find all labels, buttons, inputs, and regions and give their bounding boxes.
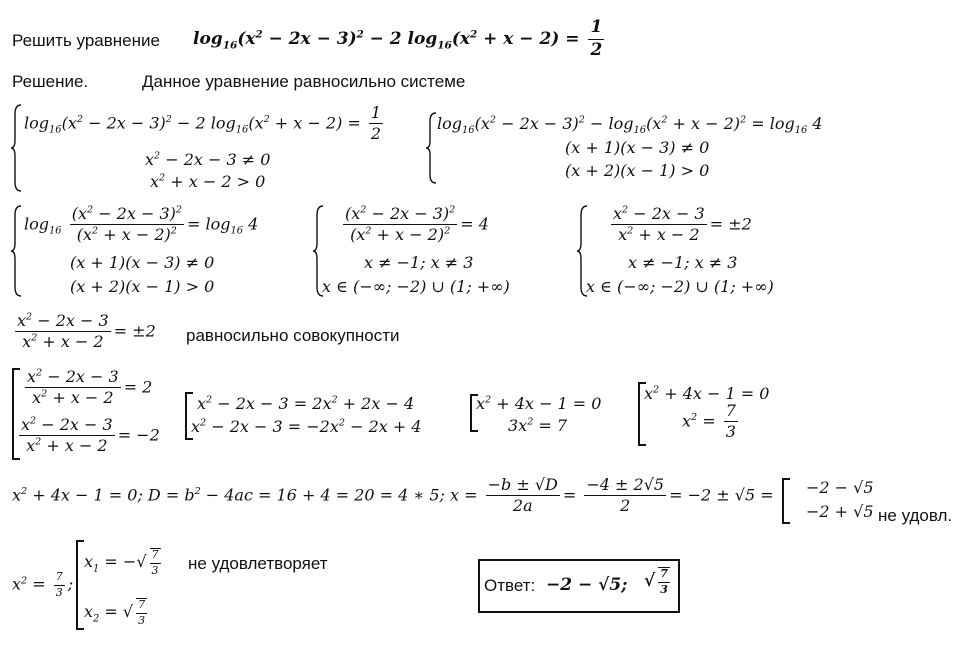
task-equation: $\log_{16}(x^2 - 2x - 3)^2 - 2$ $\log_{16}(x^2 + x - 2)$ = $\frac{1}{2}$ bbox=[193, 17, 603, 60]
answer-box bbox=[478, 559, 680, 613]
bracket-icon bbox=[76, 540, 84, 630]
system-1-line-1: $\log_{16}(x^2 - 2x - 3)^2 - 2$ $\log_{16}(x^2 + x - 2)$ = $\frac{1}{2}$ bbox=[24, 103, 382, 144]
system-4 bbox=[312, 205, 532, 297]
system-5-line-3: x ∈ (−∞; −2) ∪ (1; +∞) bbox=[586, 277, 774, 296]
system-5-line-2: x ≠ −1; x ≠ 3 bbox=[628, 253, 738, 272]
set-3-line-1: $x^2 + 4x - 1 = 0$ bbox=[476, 394, 602, 413]
system-2-line-3: (x + 2)(x − 1) > 0 bbox=[565, 161, 710, 180]
root-1: −2 − √5 bbox=[806, 478, 874, 497]
sq-equation: $x^2$ = $\frac{7}{3}$ ; bbox=[12, 570, 74, 599]
system-2 bbox=[425, 112, 865, 184]
system-3 bbox=[10, 205, 290, 297]
set-1-line-2: $\frac{x^2 - 2x - 3}{x^2 + x - 2}$ = −2 bbox=[21, 415, 160, 456]
system-2-line-1: $\log_{16}(x^2 - 2x - 3)^2 - \log_{16}(x^2 + x - 2)^2 = \log_{16} 4$ bbox=[437, 114, 823, 137]
equiv-text: равносильно совокупности bbox=[186, 326, 400, 345]
set-1 bbox=[12, 368, 172, 460]
sq-note: не удовлетворяет bbox=[188, 554, 328, 573]
set-4-line-1: $x^2 + 4x - 1 = 0$ bbox=[644, 384, 770, 403]
root-2: −2 + √5 bbox=[806, 502, 874, 521]
set-2-line-2: $x^2 - 2x - 3 = -2x^2 - 2x + 4$ bbox=[191, 417, 422, 436]
set-4-line-2: $x^2$ = $\frac{7}{3}$ bbox=[682, 401, 736, 442]
equiv-equation: $\frac{x^2 - 2x - 3}{x^2 + x - 2}$ = ±2 bbox=[17, 311, 156, 352]
set-3 bbox=[470, 394, 610, 435]
answer-value-2: √ $\frac{7}{3}$ bbox=[644, 567, 668, 596]
sq-x2: $x_2$ = √ $\frac{7}{3}$ bbox=[84, 598, 146, 627]
system-1 bbox=[10, 104, 400, 192]
system-5-line-1: $\frac{x^2 - 2x - 3}{x^2 + x - 2}$ = ±2 bbox=[613, 204, 752, 245]
system-3-line-3: (x + 2)(x − 1) > 0 bbox=[70, 277, 215, 296]
brace-icon bbox=[10, 104, 22, 192]
set-4 bbox=[638, 382, 788, 446]
answer-value-1: −2 − √5; bbox=[546, 575, 628, 595]
brace-icon bbox=[10, 205, 22, 297]
bracket-icon bbox=[782, 478, 790, 524]
answer-label: Ответ: bbox=[484, 576, 536, 595]
system-4-line-2: x ≠ −1; x ≠ 3 bbox=[364, 253, 474, 272]
root-note: не удовл. bbox=[878, 506, 953, 525]
set-1-line-1: $\frac{x^2 - 2x - 3}{x^2 + x - 2}$ = 2 bbox=[27, 367, 153, 408]
system-4-line-1: $\frac{(x^2 - 2x - 3)^2}{(x^2 + x - 2)^2}$ = 4 bbox=[345, 204, 489, 245]
system-3-line-2: (x + 1)(x − 3) ≠ 0 bbox=[70, 253, 215, 272]
roots-set bbox=[782, 478, 882, 524]
solution-label: Решение. bbox=[12, 72, 89, 91]
set-2-line-1: $x^2 - 2x - 3 = 2x^2 + 2x - 4$ bbox=[197, 394, 415, 413]
system-4-line-3: x ∈ (−∞; −2) ∪ (1; +∞) bbox=[322, 277, 510, 296]
solution-intro: Данное уравнение равносильно системе bbox=[142, 72, 466, 91]
sq-set bbox=[76, 540, 176, 630]
quadratic-solution: $x^2 + 4x - 1 = 0$; $D = b^2 - 4ac = 16 + 4 = 20 = 4$ ∗ 5; x = $\frac{-b \pm √D}{2a}$ = $\frac{-4 \pm 2√5}{2}$ = −2 ± √5 = bbox=[12, 475, 774, 516]
system-1-line-2: $x^2 - 2x - 3 \ne 0$ bbox=[145, 150, 271, 169]
brace-icon bbox=[425, 112, 437, 184]
set-3-line-2: $3x^2 = 7$ bbox=[508, 416, 568, 435]
system-3-line-1: $\log_{16}$ $\frac{(x^2 - 2x - 3)^2}{(x^2 + x - 2)^2}$ = $\log_{16} 4$ bbox=[24, 204, 259, 245]
task-label: Решить уравнение bbox=[12, 31, 160, 50]
system-5 bbox=[576, 205, 796, 297]
set-2 bbox=[185, 392, 435, 440]
system-2-line-2: (x + 1)(x − 3) ≠ 0 bbox=[565, 138, 710, 157]
system-1-line-3: $x^2 + x - 2 > 0$ bbox=[150, 172, 266, 191]
sq-x1: $x_1$ = −√ $\frac{7}{3}$ bbox=[84, 548, 159, 577]
